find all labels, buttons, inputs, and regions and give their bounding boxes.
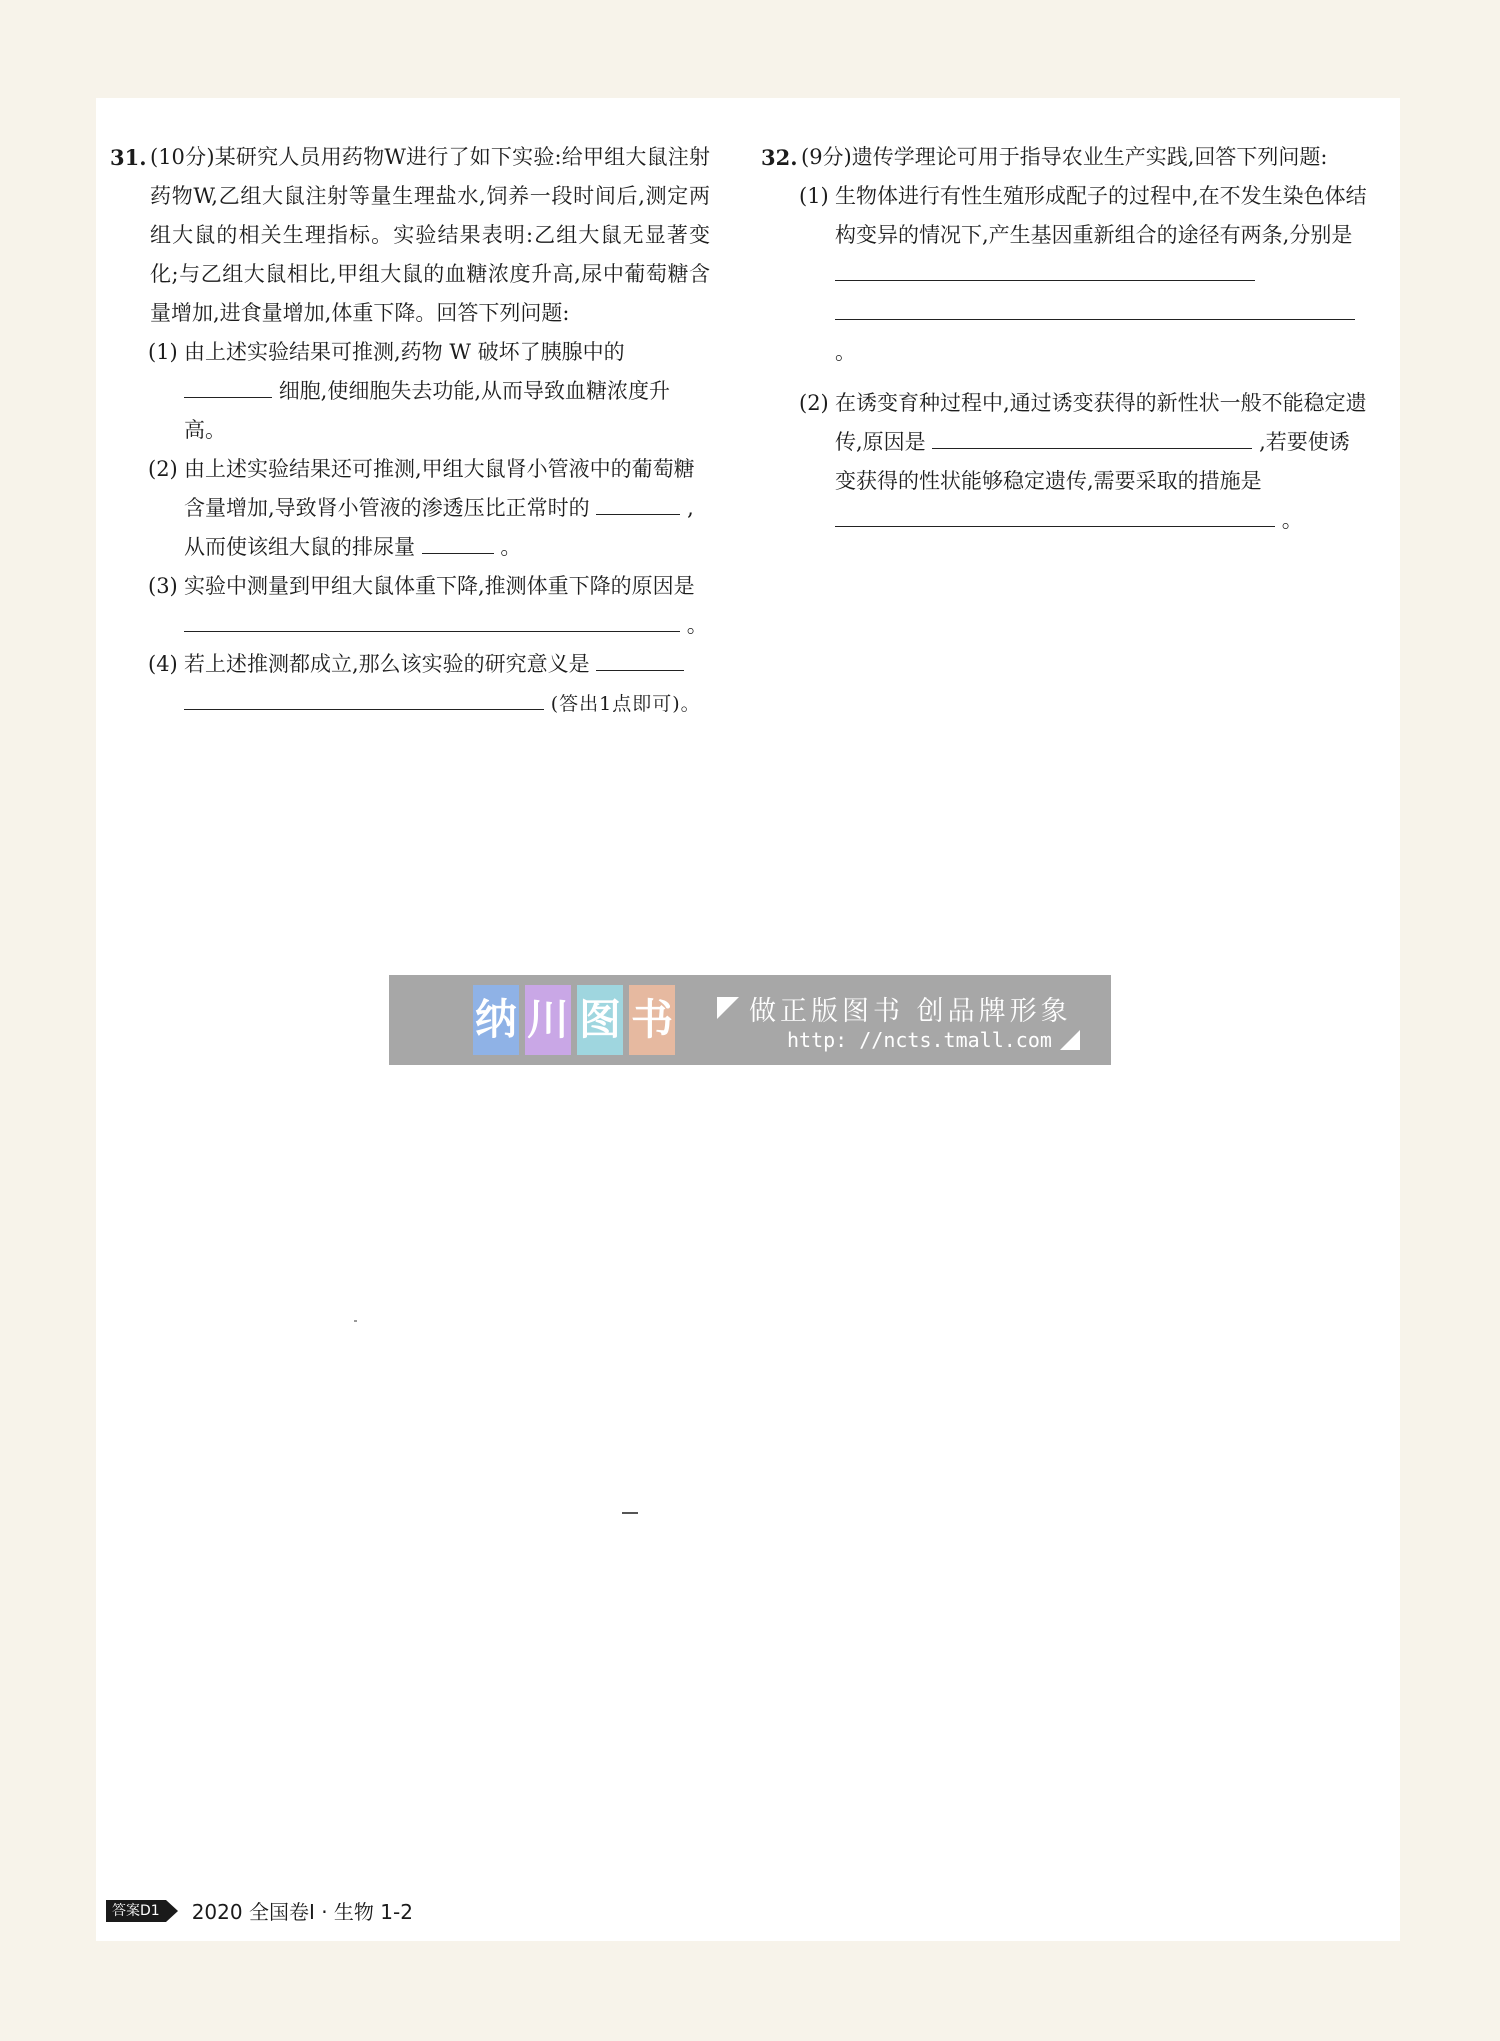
footer-text: 2020 全国卷Ⅰ · 生物 1-2 — [191, 1900, 413, 1924]
sub-text-pre: 由上述实验结果还可推测,甲组大鼠肾小管液中的葡萄糖含量增加,导致肾小管液的渗透压比正常时的 — [184, 457, 695, 520]
answer-blank[interactable] — [184, 609, 680, 632]
answer-blank[interactable] — [422, 531, 494, 554]
answer-blank[interactable] — [596, 492, 680, 515]
answer-badge: 答案D1 — [106, 1900, 166, 1922]
sub-label: (4) — [148, 652, 178, 676]
answer-blank[interactable] — [835, 258, 1255, 281]
answer-blank[interactable] — [835, 297, 1355, 320]
sub-text-end: 。 — [835, 340, 856, 364]
answer-hint: (答出1点即可)。 — [550, 693, 701, 715]
logo-char: 书 — [629, 985, 675, 1055]
sub-text-mid: ,若要使诱变获得的性状能够稳定遗传,需要采取的措施是 — [835, 430, 1350, 493]
logo-char: 川 — [525, 985, 571, 1055]
sub-label: (2) — [799, 391, 829, 415]
question-number: 31. — [110, 145, 147, 170]
corner-triangle-icon — [1060, 1030, 1080, 1050]
sub-text-pre: 在诱变育种过程中,通过诱变获得的新性状一般不能稳定遗传,原因是 — [835, 391, 1367, 454]
sub-text-end: 。 — [500, 535, 522, 559]
answer-blank[interactable] — [184, 375, 272, 398]
sub-text-post: 细胞,使细胞失去功能,从而导致血糖浓度升高。 — [184, 379, 671, 442]
sub-question-3 — [110, 567, 710, 645]
banner-url — [787, 1028, 1080, 1052]
sub-label: (2) — [148, 457, 178, 481]
sub-text-pre: 若上述推测都成立,那么该实验的研究意义是 — [184, 652, 590, 676]
sub-question-4 — [110, 645, 710, 724]
slogan-text: 做正版图书 创品牌形象 — [749, 995, 1072, 1027]
sub-text-end: 。 — [686, 613, 708, 637]
question-intro: (10分)某研究人员用药物W进行了如下实验:给甲组大鼠注射药物W,乙组大鼠注射等量生理盐水,饲养一段时间后,测定两组大鼠的相关生理指标。实验结果表明:乙组大鼠无显著变化;与乙组大鼠相比,甲组大鼠的血糖浓度升高,尿中葡萄糖含量增加,进食量增加,体重下降。回答下列问题: — [150, 145, 710, 325]
scan-speck — [354, 1320, 357, 1322]
sub-label: (3) — [148, 574, 178, 598]
arrow-icon — [166, 1900, 178, 1922]
question-32 — [761, 138, 1368, 540]
sub-question-2 — [110, 450, 710, 567]
url-text: http: //ncts.tmall.com — [787, 1027, 1052, 1052]
sub-question-1 — [110, 333, 710, 450]
publisher-watermark-banner — [389, 975, 1111, 1065]
corner-triangle-icon — [717, 997, 739, 1019]
question-number: 32. — [761, 145, 798, 170]
answer-blank[interactable] — [596, 648, 684, 671]
sub-text-end: 。 — [1281, 508, 1303, 532]
question-31 — [110, 138, 710, 724]
answer-blank[interactable] — [835, 504, 1275, 527]
question-intro: (9分)遗传学理论可用于指导农业生产实践,回答下列问题: — [801, 145, 1328, 169]
logo-char: 图 — [577, 985, 623, 1055]
sub-text-pre: 生物体进行有性生殖形成配子的过程中,在不发生染色体结构变异的情况下,产生基因重新组合的途径有两条,分别是 — [835, 184, 1367, 247]
scan-speck — [622, 1512, 638, 1514]
answer-blank[interactable] — [184, 687, 544, 710]
publisher-logo — [473, 985, 681, 1055]
sub-label: (1) — [799, 184, 829, 208]
sub-text-pre: 由上述实验结果可推测,药物 W 破坏了胰腺中的 — [184, 340, 625, 364]
answer-blank[interactable] — [932, 426, 1252, 449]
sub-label: (1) — [148, 340, 178, 364]
sub-question-2 — [761, 384, 1368, 540]
sub-text-mid: ,从而使该组大鼠的排尿量 — [184, 496, 694, 559]
sub-question-1 — [761, 177, 1368, 372]
logo-char: 纳 — [473, 985, 519, 1055]
sub-text-pre: 实验中测量到甲组大鼠体重下降,推测体重下降的原因是 — [184, 574, 695, 598]
page-footer — [106, 1896, 413, 1925]
banner-slogan — [717, 989, 1080, 1028]
